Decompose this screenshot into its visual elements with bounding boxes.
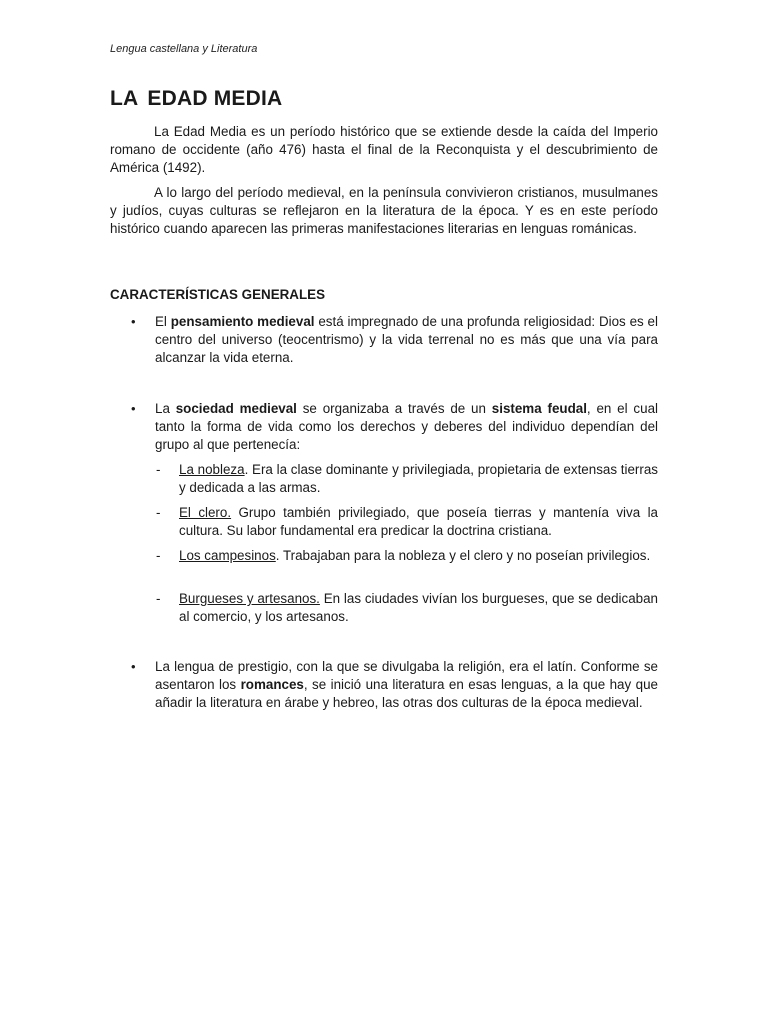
- bullet-icon: •: [131, 401, 136, 416]
- item-text: está impregnado de una profunda religiosidad: Dios es el centro del universo (teocentrismo) y la vida terrenal no es más que una vía para alcanzar la vida eterna.: [155, 314, 658, 365]
- item-bold-term: sociedad medieval: [175, 401, 297, 416]
- section-heading: CARACTERÍSTICAS GENERALES: [110, 287, 326, 302]
- sublist-item-clero: [179, 504, 658, 540]
- item-bold-term: romances: [240, 677, 304, 692]
- intro-paragraph-1: La Edad Media es un período histórico que se extiende desde la caída del Imperio romano de occidente (año 476) hasta el final de la Reconquista y el descubrimiento de América (1492).: [110, 124, 658, 175]
- bullet-icon: •: [131, 659, 136, 674]
- item-text: El: [155, 314, 171, 329]
- dash-marker: -: [156, 548, 161, 563]
- page-title: [110, 87, 282, 111]
- list-item-sociedad: [155, 400, 658, 454]
- sublist-item-campesinos: [179, 547, 658, 565]
- sublist-item-burgueses: [179, 590, 658, 626]
- subitem-text: Grupo también privilegiado, que poseía tierras y mantenía viva la cultura. Su labor fundamental era predicar la doctrina cristiana.: [179, 505, 658, 538]
- list-item-pensamiento: [155, 313, 658, 367]
- dash-marker: -: [156, 505, 161, 520]
- item-text: La: [155, 401, 176, 416]
- sublist-item-nobleza: [179, 461, 658, 497]
- intro-paragraph-2: A lo largo del período medieval, en la península convivieron cristianos, musulmanes y judíos, cuyas culturas se reflejaron en la literatura de la época. Y es en este período histórico cuando aparecen las primeras manifestaciones literarias en lenguas románicas.: [110, 185, 658, 236]
- bullet-icon: •: [131, 314, 136, 329]
- dash-marker: -: [156, 591, 161, 606]
- item-text: se organizaba a través de un: [296, 401, 492, 416]
- subitem-term: El clero.: [179, 505, 232, 520]
- subitem-term: Los campesinos: [179, 548, 276, 563]
- subitem-text: En las ciudades vivían los burgueses, que se dedicaban al comercio, y los artesanos.: [179, 591, 659, 624]
- item-text: La lengua de prestigio, con la que se divulgaba la religión, era el latín. Conforme se asentaron los: [155, 659, 658, 692]
- subitem-text: . Era la clase dominante y privilegiada, propietaria de extensas tierras y dedicada a las armas.: [179, 462, 658, 495]
- item-bold-term: pensamiento medieval: [170, 314, 315, 329]
- subitem-text: . Trabajaban para la nobleza y el clero y no poseían privilegios.: [275, 548, 651, 563]
- running-header: Lengua castellana y Literatura: [110, 43, 258, 55]
- title-part-1: LA: [110, 87, 139, 110]
- item-text: , en el cual tanto la forma de vida como los derechos y deberes del individuo dependían del grupo al que pertenecía:: [155, 401, 658, 452]
- item-text: , se inició una literatura en esas lenguas, a la que hay que añadir la literatura en árabe y hebreo, las otras dos culturas de la época medieval.: [155, 677, 658, 710]
- subitem-term: Burgueses y artesanos.: [179, 591, 320, 606]
- title-part-2: EDAD MEDIA: [147, 87, 283, 110]
- dash-marker: -: [156, 462, 161, 477]
- subitem-term: La nobleza: [179, 462, 245, 477]
- list-item-lengua: [155, 658, 658, 712]
- item-bold-term: sistema feudal: [491, 401, 587, 416]
